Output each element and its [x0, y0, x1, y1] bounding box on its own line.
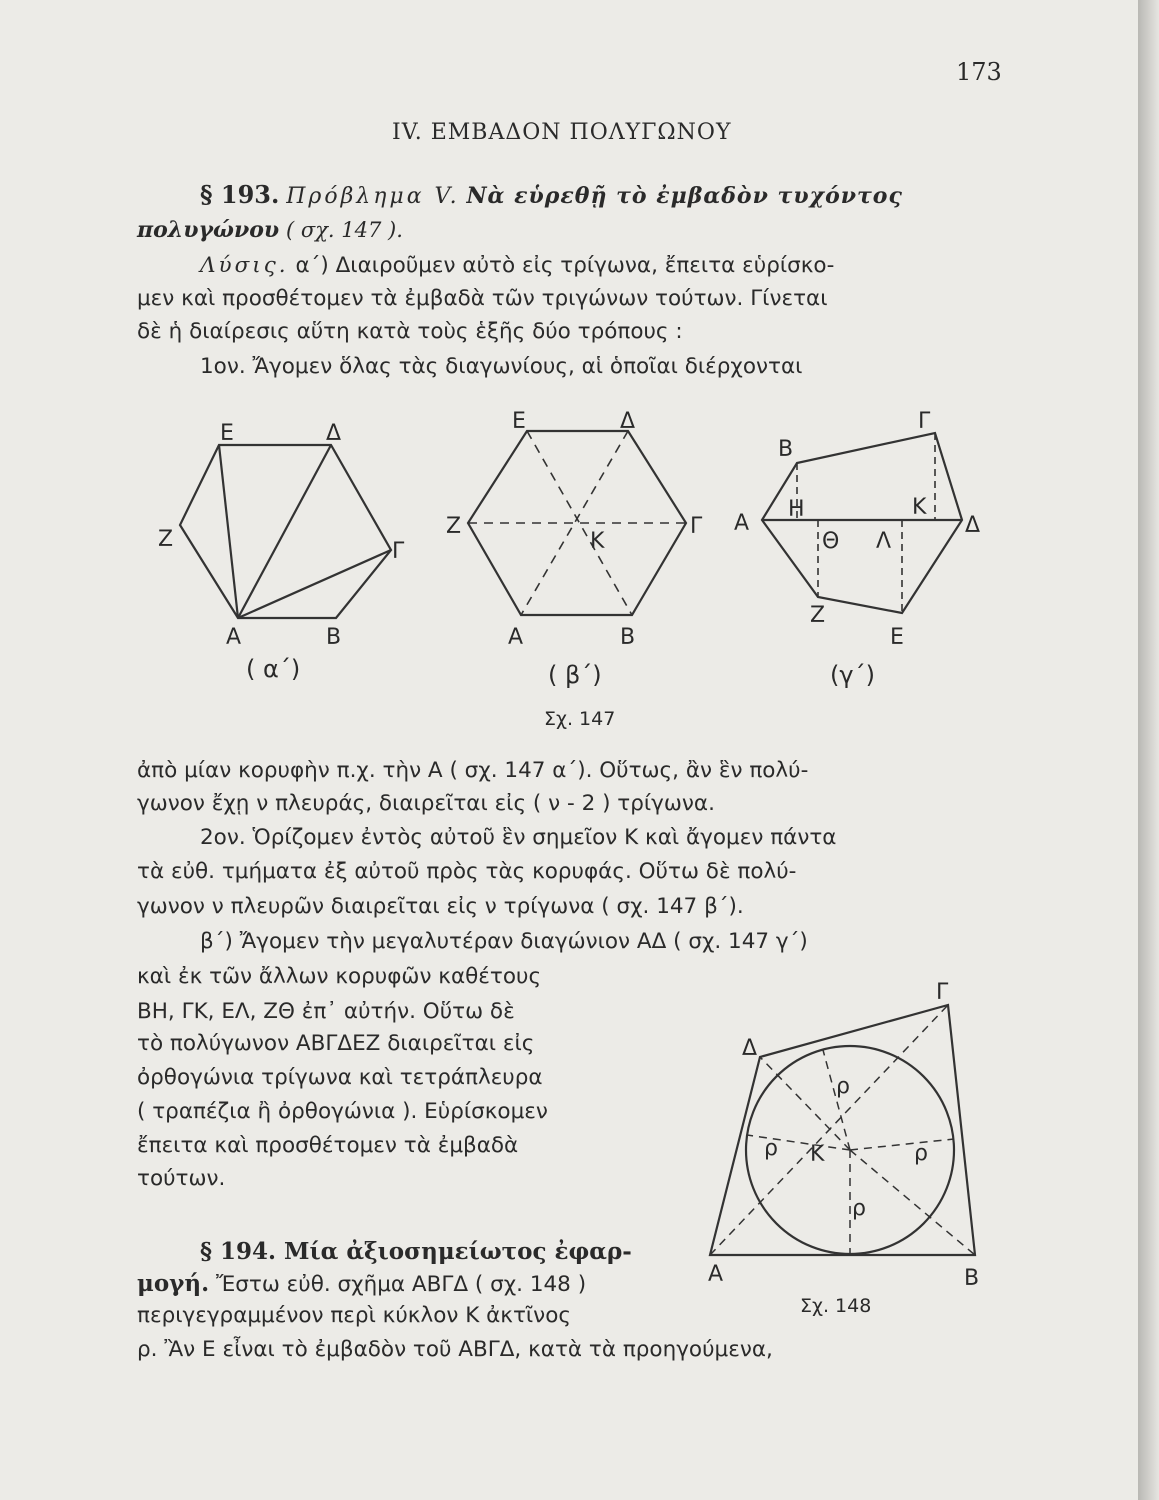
solution-line-2: μεν καὶ προσθέτομεν τὰ ἐμβαδὰ τῶν τριγώνων τούτων. Γίνεται: [137, 286, 828, 311]
page-edge: [1138, 0, 1159, 1500]
segment-KB: [850, 1150, 975, 1255]
caption-a: ( α΄): [246, 655, 301, 683]
figure-147a: [180, 445, 391, 618]
problem-label: Πρόβλημα V.: [286, 184, 460, 209]
label-K: Κ: [810, 1142, 825, 1167]
label-G: Γ: [918, 409, 931, 434]
figure-147b: [468, 431, 686, 615]
label-G: Γ: [690, 514, 703, 539]
figure-147: [0, 400, 1138, 740]
label-Th: Θ: [822, 529, 840, 554]
body-line-2: γωνον ἔχῃ ν πλευράς, διαιρεῖται εἰς ( ν - 2 ) τρίγωνα.: [137, 791, 715, 816]
label-E: Ε: [512, 409, 526, 434]
label-r: ρ: [764, 1136, 778, 1161]
section-number: § 193.: [200, 180, 280, 209]
label-B: Β: [778, 437, 794, 462]
text-line: Ἔστω εὐθ. σχῆμα ΑΒΓΔ ( σχ. 148 ): [215, 1272, 587, 1297]
solution-line-4: 1ον. Ἄγομεν ὅλας τὰς διαγωνίους, αἱ ὁποῖαι διέρχονται: [200, 354, 803, 379]
body-line-1: ἀπὸ μίαν κορυφὴν π.χ. τὴν Α ( σχ. 147 α΄). Οὕτως, ἂν ἓν πολύ-: [137, 758, 809, 783]
label-B: Β: [964, 1266, 980, 1291]
label-A: Α: [734, 511, 750, 536]
body-line-5: γωνον ν πλευρῶν διαιρεῖται εἰς ν τρίγωνα ( σχ. 147 β΄).: [137, 894, 744, 919]
label-E: Ε: [220, 421, 234, 446]
label-r: ρ: [836, 1074, 850, 1099]
solution-line-1: [200, 255, 834, 277]
page-number: 173: [956, 58, 1002, 86]
label-Z: Ζ: [158, 527, 174, 552]
label-A: Α: [226, 625, 242, 650]
body-line-6: β΄) Ἄγομεν τὴν μεγαλυτέραν διαγώνιον ΑΔ ( σχ. 147 γ΄): [200, 929, 808, 954]
label-D: Δ: [620, 409, 636, 434]
body-line-11: ( τραπέζια ἢ ὀρθογώνια ). Εὑρίσκομεν: [137, 1099, 548, 1124]
label-A: Α: [708, 1262, 724, 1287]
figure-148-caption: Σχ. 148: [800, 1295, 872, 1317]
problem-title-cont: πολυγώνου: [137, 217, 280, 243]
figure-ref: ( σχ. 147 ).: [285, 218, 403, 242]
label-Z: Ζ: [810, 603, 826, 628]
label-A: Α: [508, 625, 524, 650]
body-line-3: 2ον. Ὁρίζομεν ἐντὸς αὐτοῦ ἓν σημεῖον Κ καὶ ἄγομεν πάντα: [200, 825, 837, 850]
solution-line-3: δὲ ἡ διαίρεσις αὕτη κατὰ τοὺς ἑξῆς δύο τρόπους :: [137, 319, 683, 344]
problem-title: Νὰ εὑρεθῇ τὸ ἐμβαδὸν τυχόντος: [466, 183, 903, 209]
section-194-line-1: [137, 1272, 586, 1296]
label-K: Κ: [912, 495, 927, 520]
section-193-heading: [200, 180, 903, 209]
section-194-heading-cont: μογή.: [137, 1270, 210, 1297]
section-194-line-2: περιγεγραμμένον περὶ κύκλον Κ ἀκτῖνος: [137, 1303, 571, 1328]
label-H: Η: [788, 497, 805, 522]
section-194-heading: § 194. Μία ἀξιοσημείωτος ἐφαρ-: [200, 1238, 632, 1265]
label-D: Δ: [742, 1036, 758, 1061]
chapter-header: IV. ΕΜΒΑΔΟΝ ΠΟΛΥΓΩΝΟΥ: [392, 120, 732, 145]
label-E: Ε: [890, 625, 904, 650]
body-line-13: τούτων.: [137, 1166, 226, 1191]
body-line-9: τὸ πολύγωνον ΑΒΓΔΕΖ διαιρεῖται εἰς: [137, 1031, 535, 1056]
label-B: Β: [326, 625, 342, 650]
label-r: ρ: [852, 1196, 866, 1221]
body-line-8: ΒΗ, ΓΚ, ΕΛ, ΖΘ ἐπ᾽ αὐτήν. Οὕτω δὲ: [137, 999, 515, 1024]
radius-left: [747, 1135, 850, 1150]
figure-147-caption: Σχ. 147: [544, 708, 616, 730]
section-193-heading-cont: [137, 219, 403, 242]
label-G: Γ: [936, 980, 949, 1005]
body-line-7: καὶ ἐκ τῶν ἄλλων κορυφῶν καθέτους: [137, 964, 542, 989]
diagonal: [238, 445, 331, 618]
body-line-4: τὰ εὐθ. τμήματα ἐξ αὐτοῦ πρὸς τὰς κορυφάς. Οὕτω δὲ πολύ-: [137, 859, 797, 884]
text-line: α΄) Διαιροῦμεν αὐτὸ εἰς τρίγωνα, ἔπειτα εὑρίσκο-: [295, 253, 835, 278]
label-G: Γ: [392, 539, 405, 564]
label-Z: Ζ: [446, 514, 462, 539]
solution-label: Λύσις.: [200, 253, 289, 278]
label-K: Κ: [590, 529, 605, 554]
label-D: Δ: [965, 513, 981, 538]
caption-c: (γ΄): [830, 661, 875, 689]
radius-right: [850, 1139, 954, 1150]
label-B: Β: [620, 625, 636, 650]
body-line-12: ἔπειτα καὶ προσθέτομεν τὰ ἐμβαδὰ: [137, 1133, 519, 1158]
label-r: ρ: [914, 1141, 928, 1166]
body-line-10: ὀρθογώνια τρίγωνα καὶ τετράπλευρα: [137, 1065, 543, 1090]
label-D: Δ: [326, 421, 342, 446]
figure-148: [690, 975, 1010, 1325]
caption-b: ( β΄): [548, 661, 602, 689]
label-L: Λ: [876, 529, 892, 554]
diagonal: [238, 550, 391, 618]
section-194-line-3: ρ. Ἂν Ε εἶναι τὸ ἐμβαδὸν τοῦ ΑΒΓΔ, κατὰ τὰ προηγούμενα,: [137, 1337, 773, 1362]
